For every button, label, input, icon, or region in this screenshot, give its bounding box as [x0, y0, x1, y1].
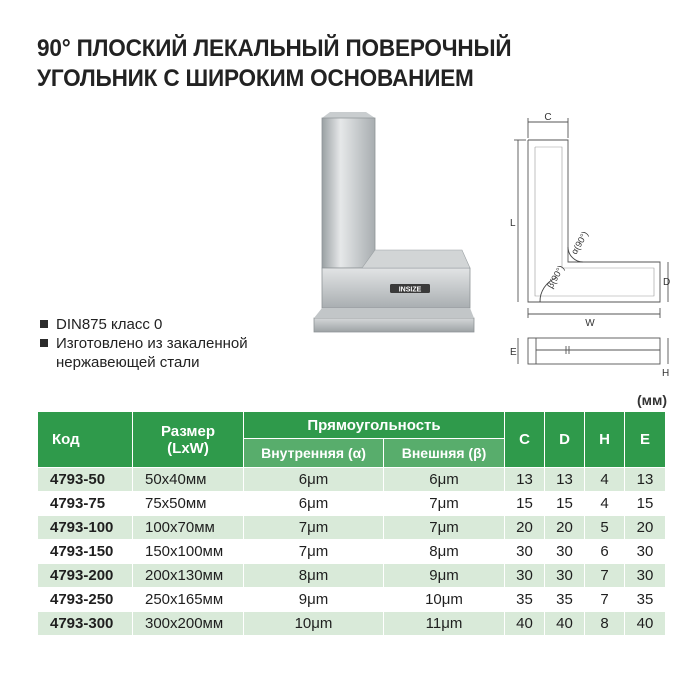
cell-e: 13 [625, 468, 666, 492]
label-c: C [544, 112, 552, 123]
header-inner: Внутренняя (α) [244, 439, 384, 468]
cell-inner: 7μm [244, 516, 384, 540]
cell-d: 40 [545, 612, 585, 636]
cell-h: 8 [585, 612, 625, 636]
header-c: C [505, 412, 545, 468]
cell-outer: 11μm [384, 612, 505, 636]
header-e: E [625, 412, 666, 468]
cell-d: 35 [545, 588, 585, 612]
cell-inner: 8μm [244, 564, 384, 588]
table-row [38, 564, 666, 588]
label-h: H [662, 368, 670, 379]
feature-item [40, 334, 310, 372]
cell-code: 4793-100 [38, 516, 133, 540]
cell-c: 30 [505, 540, 545, 564]
feature-item [40, 315, 310, 334]
title-line-2: УГОЛЬНИК С ШИРОКИМ ОСНОВАНИЕМ [37, 65, 474, 92]
feature-list [40, 315, 310, 372]
spec-table [37, 411, 666, 636]
cell-outer: 7μm [384, 492, 505, 516]
cell-d: 30 [545, 540, 585, 564]
label-beta: β(90°) [545, 263, 567, 290]
feature-text: DIN875 класс 0 [56, 316, 163, 333]
cell-inner: 7μm [244, 540, 384, 564]
cell-code: 4793-150 [38, 540, 133, 564]
cell-e: 30 [625, 564, 666, 588]
base-bevel [314, 308, 474, 318]
cell-h: 4 [585, 492, 625, 516]
cell-inner: 10μm [244, 612, 384, 636]
header-d: D [545, 412, 585, 468]
cell-d: 30 [545, 564, 585, 588]
cell-e: 20 [625, 516, 666, 540]
product-photo [312, 110, 477, 340]
label-d: D [663, 277, 670, 288]
cell-h: 7 [585, 564, 625, 588]
header-size: Размер (LxW) [133, 412, 244, 468]
table-row [38, 588, 666, 612]
cell-outer: 6μm [384, 468, 505, 492]
cell-inner: 9μm [244, 588, 384, 612]
cell-code: 4793-300 [38, 612, 133, 636]
cell-code: 4793-250 [38, 588, 133, 612]
unit-label: (мм) [636, 392, 667, 408]
cell-size: 300x200мм [133, 612, 244, 636]
header-code: Код [38, 412, 133, 468]
title-line-1: 90° ПЛОСКИЙ ЛЕКАЛЬНЫЙ ПОВЕРОЧНЫЙ [37, 35, 512, 62]
arm-top-bevel [362, 250, 470, 268]
label-alpha: α(90°) [569, 229, 591, 256]
cell-h: 5 [585, 516, 625, 540]
cell-outer: 8μm [384, 540, 505, 564]
cell-size: 250x165мм [133, 588, 244, 612]
cell-c: 15 [505, 492, 545, 516]
cell-e: 30 [625, 540, 666, 564]
cell-outer: 10μm [384, 588, 505, 612]
insize-logo: INSIZE [398, 286, 422, 294]
bullet-icon [40, 320, 48, 328]
cell-code: 4793-50 [38, 468, 133, 492]
side-view [528, 338, 660, 364]
blade-top-bevel [322, 112, 375, 118]
table-row [38, 612, 666, 636]
cell-outer: 9μm [384, 564, 505, 588]
cell-inner: 6μm [244, 468, 384, 492]
cell-size: 150x100мм [133, 540, 244, 564]
cell-d: 20 [545, 516, 585, 540]
feature-text: Изготовлено из закаленной нержавеющей стали [56, 335, 248, 371]
cell-h: 6 [585, 540, 625, 564]
table-row [38, 516, 666, 540]
label-l: L [510, 218, 516, 229]
cell-h: 4 [585, 468, 625, 492]
cell-c: 35 [505, 588, 545, 612]
label-w: W [585, 318, 595, 329]
header-h: H [585, 412, 625, 468]
table-row [38, 492, 666, 516]
cell-code: 4793-75 [38, 492, 133, 516]
cell-size: 50x40мм [133, 468, 244, 492]
cell-e: 35 [625, 588, 666, 612]
square-outline [528, 140, 660, 302]
cell-size: 100x70мм [133, 516, 244, 540]
page-title [37, 34, 626, 94]
table-row [38, 540, 666, 564]
header-squareness: Прямоугольность [244, 412, 505, 439]
cell-c: 40 [505, 612, 545, 636]
header-outer: Внешняя (β) [384, 439, 505, 468]
label-e: E [510, 347, 517, 358]
cell-inner: 6μm [244, 492, 384, 516]
cell-c: 13 [505, 468, 545, 492]
cell-e: 40 [625, 612, 666, 636]
bullet-icon [40, 339, 48, 347]
vertical-blade [322, 118, 375, 268]
cell-size: 75x50мм [133, 492, 244, 516]
cell-code: 4793-200 [38, 564, 133, 588]
cell-size: 200x130мм [133, 564, 244, 588]
cell-d: 15 [545, 492, 585, 516]
technical-drawing [510, 112, 670, 382]
cell-c: 30 [505, 564, 545, 588]
cell-h: 7 [585, 588, 625, 612]
cell-c: 20 [505, 516, 545, 540]
wide-base [314, 318, 474, 332]
cell-e: 15 [625, 492, 666, 516]
table-row [38, 468, 666, 492]
cell-outer: 7μm [384, 516, 505, 540]
cell-d: 13 [545, 468, 585, 492]
